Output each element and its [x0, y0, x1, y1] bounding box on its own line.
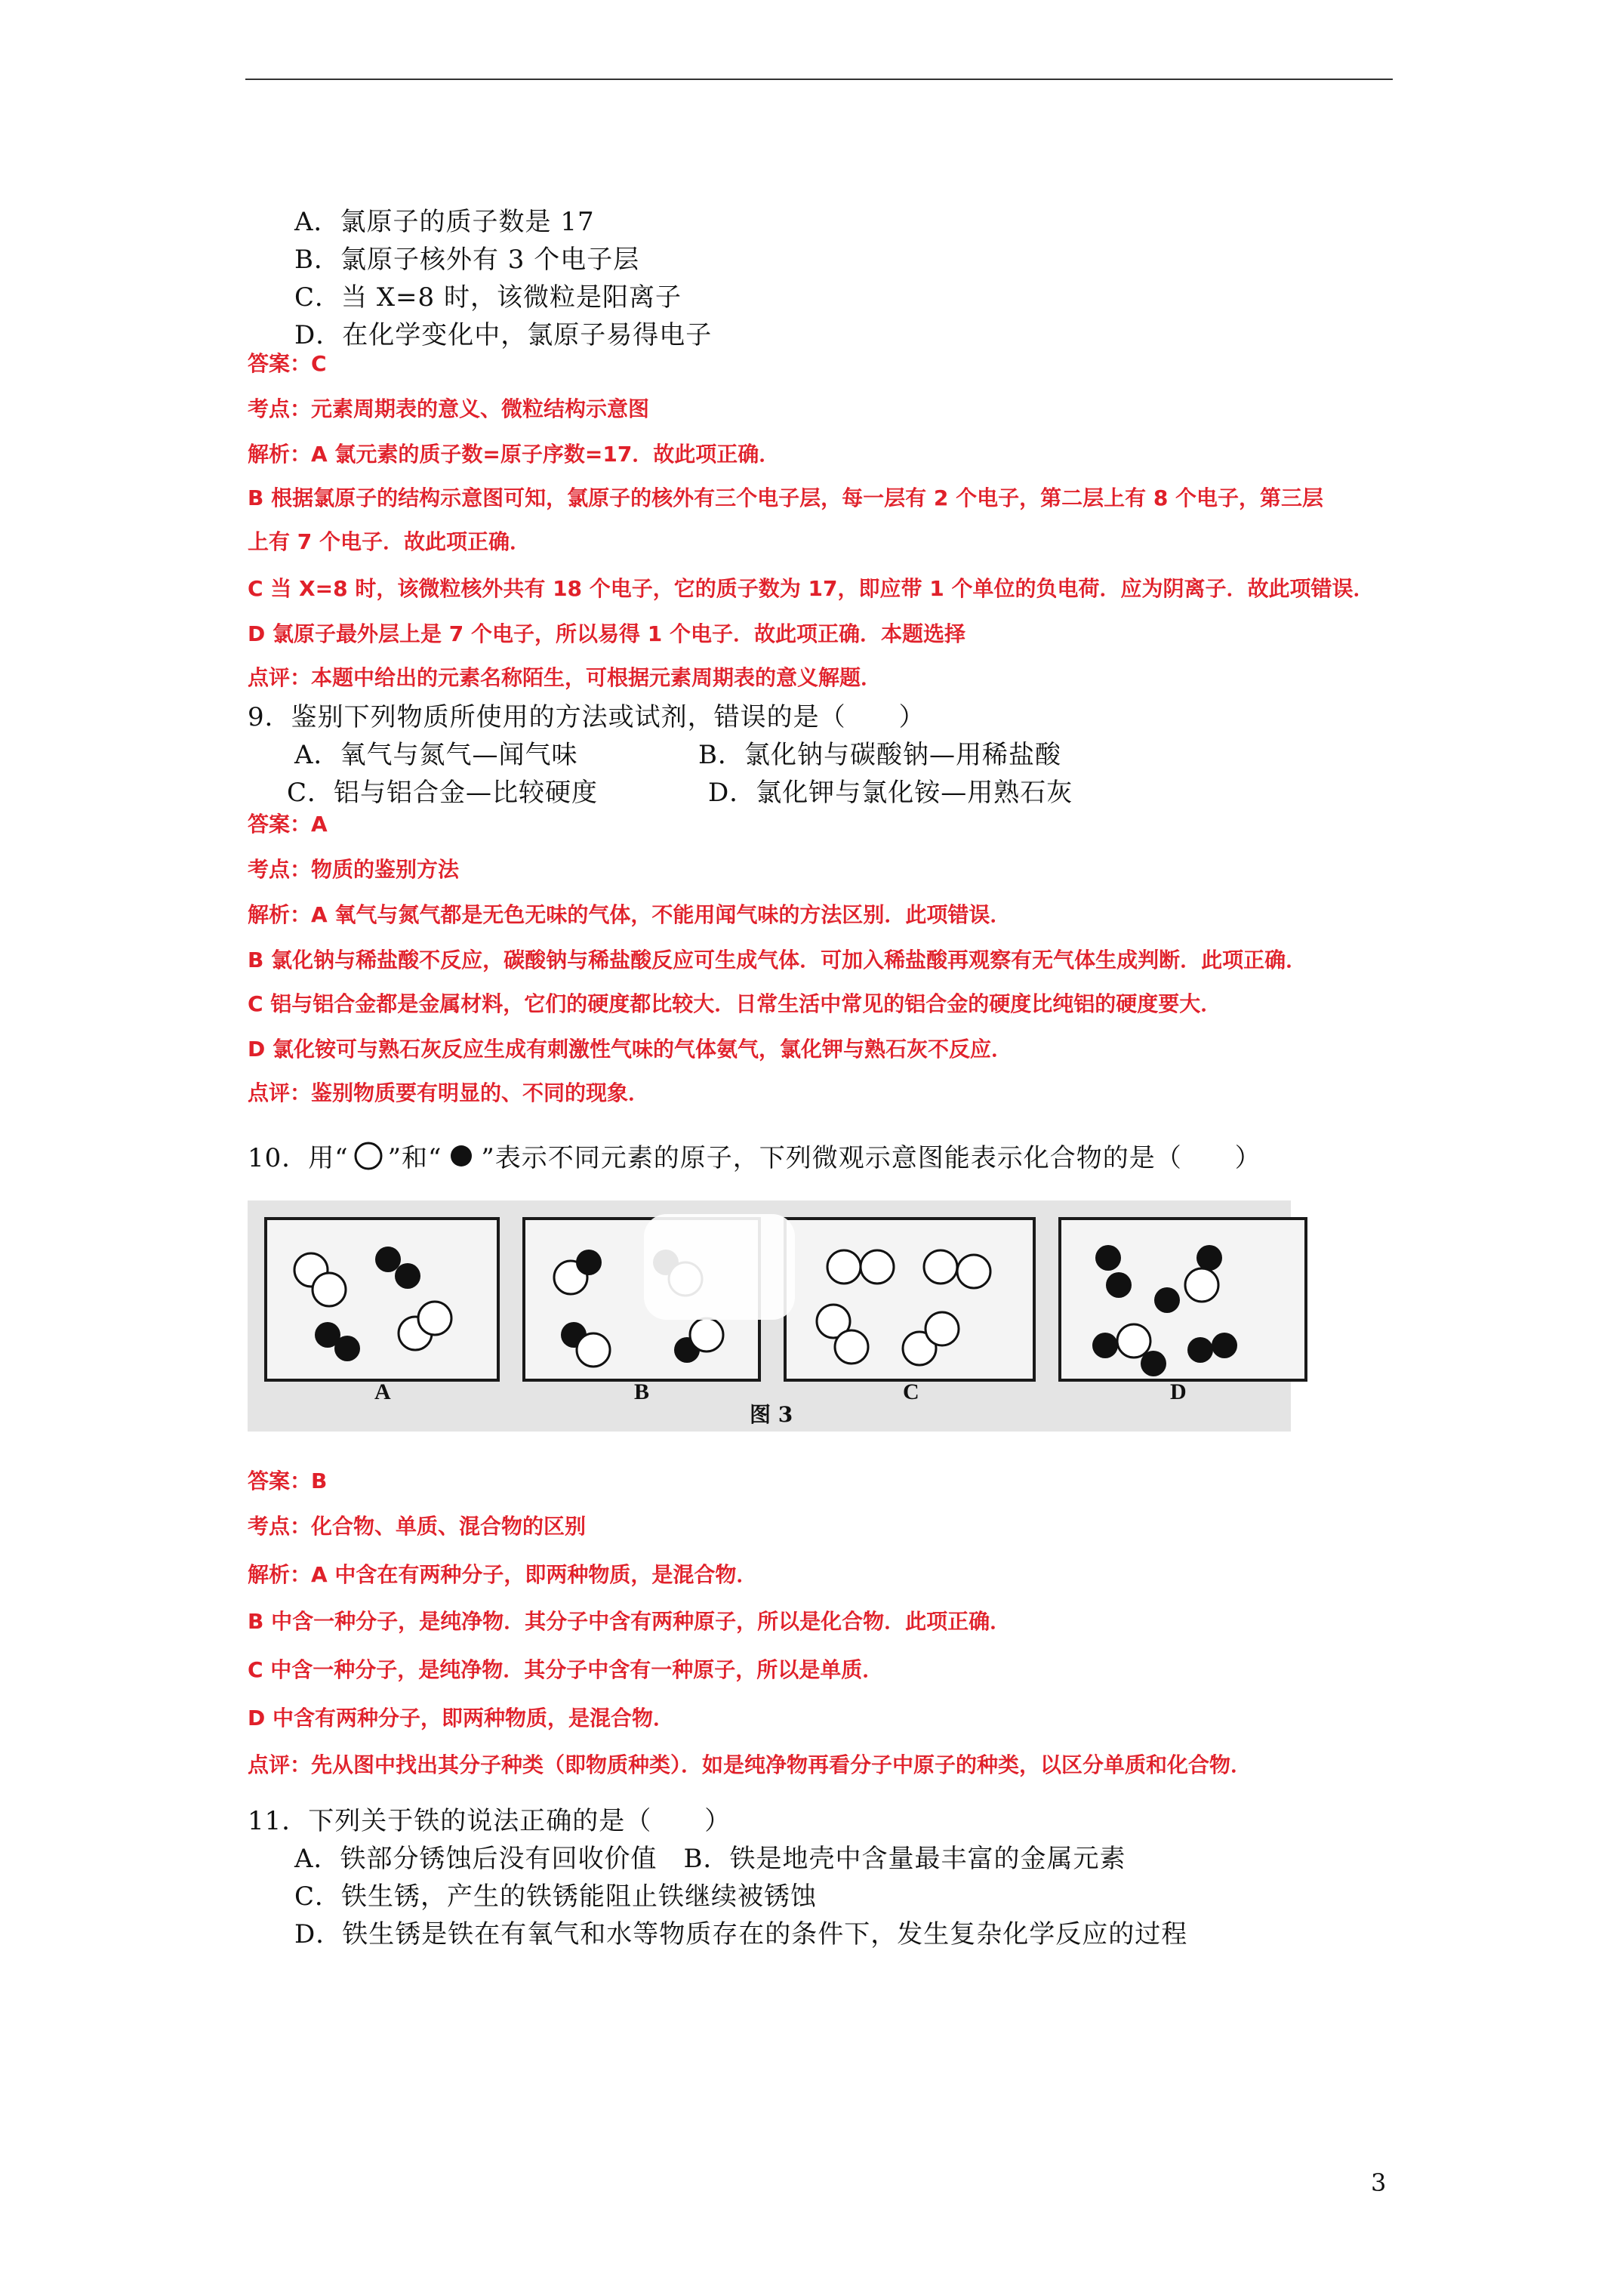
panel-a	[264, 1217, 500, 1382]
q10-kaodian: 考点：化合物、单质、混合物的区别	[248, 1514, 587, 1539]
black-atom-icon	[442, 1139, 481, 1173]
q9-jiexi-line: B 氯化钠与稀盐酸不反应，碳酸钠与稀盐酸反应可生成气体．可加入稀盐酸再观察有无气体生成判断．此项正确．	[248, 948, 1307, 972]
q8-jiexi-line: D 氯原子最外层上是 7 个电子，所以易得 1 个电子．故此项正确．本题选择	[248, 621, 965, 646]
q9-jiexi-line: D 氯化铵可与熟石灰反应生成有刺激性气味的气体氨气，氯化钾与熟石灰不反应．	[248, 1037, 1012, 1062]
q8-kaodian: 考点：元素周期表的意义、微粒结构示意图	[248, 396, 650, 421]
panel-c-molecules	[787, 1220, 1033, 1379]
q9-stem: 9．鉴别下列物质所使用的方法或试剂，错误的是（ ）	[248, 702, 925, 732]
q10-jiexi-line: B 中含一种分子，是纯净物．其分子中含有两种原子，所以是化合物．此项正确．	[248, 1609, 1012, 1634]
white-atom-icon	[349, 1139, 388, 1173]
q8-jiexi-line: B 根据氯原子的结构示意图可知，氯原子的核外有三个电子层，每一层有 2 个电子，第二层上有 8 个电子，第三层	[248, 485, 1324, 510]
q10-stem-start: 10．用“	[248, 1143, 349, 1173]
q10-stem	[248, 1137, 1261, 1174]
panel-d	[1058, 1217, 1307, 1382]
panel-d-molecules	[1061, 1220, 1304, 1379]
q11-option-c: C．铁生锈，产生的铁锈能阻止铁继续被锈蚀	[294, 1881, 818, 1912]
panel-label-d: D	[1170, 1379, 1187, 1404]
q9-option-c: C．铝与铝合金—比较硬度	[287, 778, 599, 808]
q10-stem-end: ”表示不同元素的原子，下列微观示意图能表示化合物的是（ ）	[481, 1143, 1261, 1173]
q8-dianping: 点评：本题中给出的元素名称陌生，可根据元素周期表的意义解题．	[248, 665, 882, 690]
q11-stem: 11．下列关于铁的说法正确的是（ ）	[248, 1806, 731, 1836]
q8-jiexi-line: 上有 7 个电子．故此项正确．	[248, 529, 531, 554]
q8-option-d: D．在化学变化中，氯原子易得电子	[294, 320, 713, 350]
q8-jiexi-line: C 当 X=8 时，该微粒核外共有 18 个电子，它的质子数为 17，即应带 1 个单位的负电荷．应为阴离子．故此项错误．	[248, 576, 1375, 601]
figure-smudge	[644, 1214, 795, 1320]
q9-option-a: A．氧气与氮气—闻气味	[294, 740, 578, 770]
q11-option-d: D．铁生锈是铁在有氧气和水等物质存在的条件下，发生复杂化学反应的过程	[294, 1919, 1188, 1949]
q9-answer: 答案：A	[248, 812, 328, 837]
q9-option-d: D．氯化钾与氯化铵—用熟石灰	[708, 778, 1073, 808]
q9-option-b: B．氯化钠与碳酸钠—用稀盐酸	[698, 740, 1061, 770]
q9-dianping: 点评：鉴别物质要有明显的、不同的现象．	[248, 1080, 650, 1105]
q9-jiexi-line: 解析：A 氧气与氮气都是无色无味的气体，不能用闻气味的方法区别．此项错误．	[248, 902, 1012, 927]
q9-jiexi-line: C 铝与铝合金都是金属材料，它们的硬度都比较大．日常生活中常见的铝合金的硬度比纯铝的硬度要大．	[248, 991, 1222, 1016]
q9-kaodian: 考点：物质的鉴别方法	[248, 857, 460, 882]
q8-option-c: C．当 X=8 时，该微粒是阳离子	[294, 282, 682, 313]
particle-diagram-figure	[248, 1200, 1291, 1432]
figure-caption: 图 3	[750, 1402, 793, 1427]
panel-a-molecules	[267, 1220, 497, 1379]
q8-option-a: A．氯原子的质子数是 17	[294, 207, 595, 237]
q10-answer: 答案：B	[248, 1469, 328, 1493]
q10-stem-mid: ”和“	[387, 1143, 442, 1173]
panel-label-a: A	[374, 1379, 391, 1404]
page-number: 3	[1371, 2168, 1387, 2197]
q8-jiexi-line: 解析：A 氯元素的质子数=原子序数=17．故此项正确．	[248, 442, 781, 467]
q11-option-ab: A．铁部分锈蚀后没有回收价值 B．铁是地壳中含量最丰富的金属元素	[294, 1844, 1126, 1874]
panel-c	[784, 1217, 1036, 1382]
q10-dianping: 点评：先从图中找出其分子种类（即物质种类）．如是纯净物再看分子中原子的种类，以区分单质和化合物．	[248, 1752, 1252, 1777]
q10-jiexi-line: C 中含一种分子，是纯净物．其分子中含有一种原子，所以是单质．	[248, 1657, 884, 1682]
q8-answer: 答案：C	[248, 351, 327, 376]
q10-jiexi-line: 解析：A 中含在有两种分子，即两种物质，是混合物．	[248, 1562, 758, 1587]
panel-label-b: B	[634, 1379, 650, 1404]
q8-option-b: B．氯原子核外有 3 个电子层	[294, 245, 640, 275]
panel-label-c: C	[903, 1379, 919, 1404]
q10-jiexi-line: D 中含有两种分子，即两种物质，是混合物．	[248, 1706, 674, 1730]
header-rule	[245, 79, 1393, 80]
